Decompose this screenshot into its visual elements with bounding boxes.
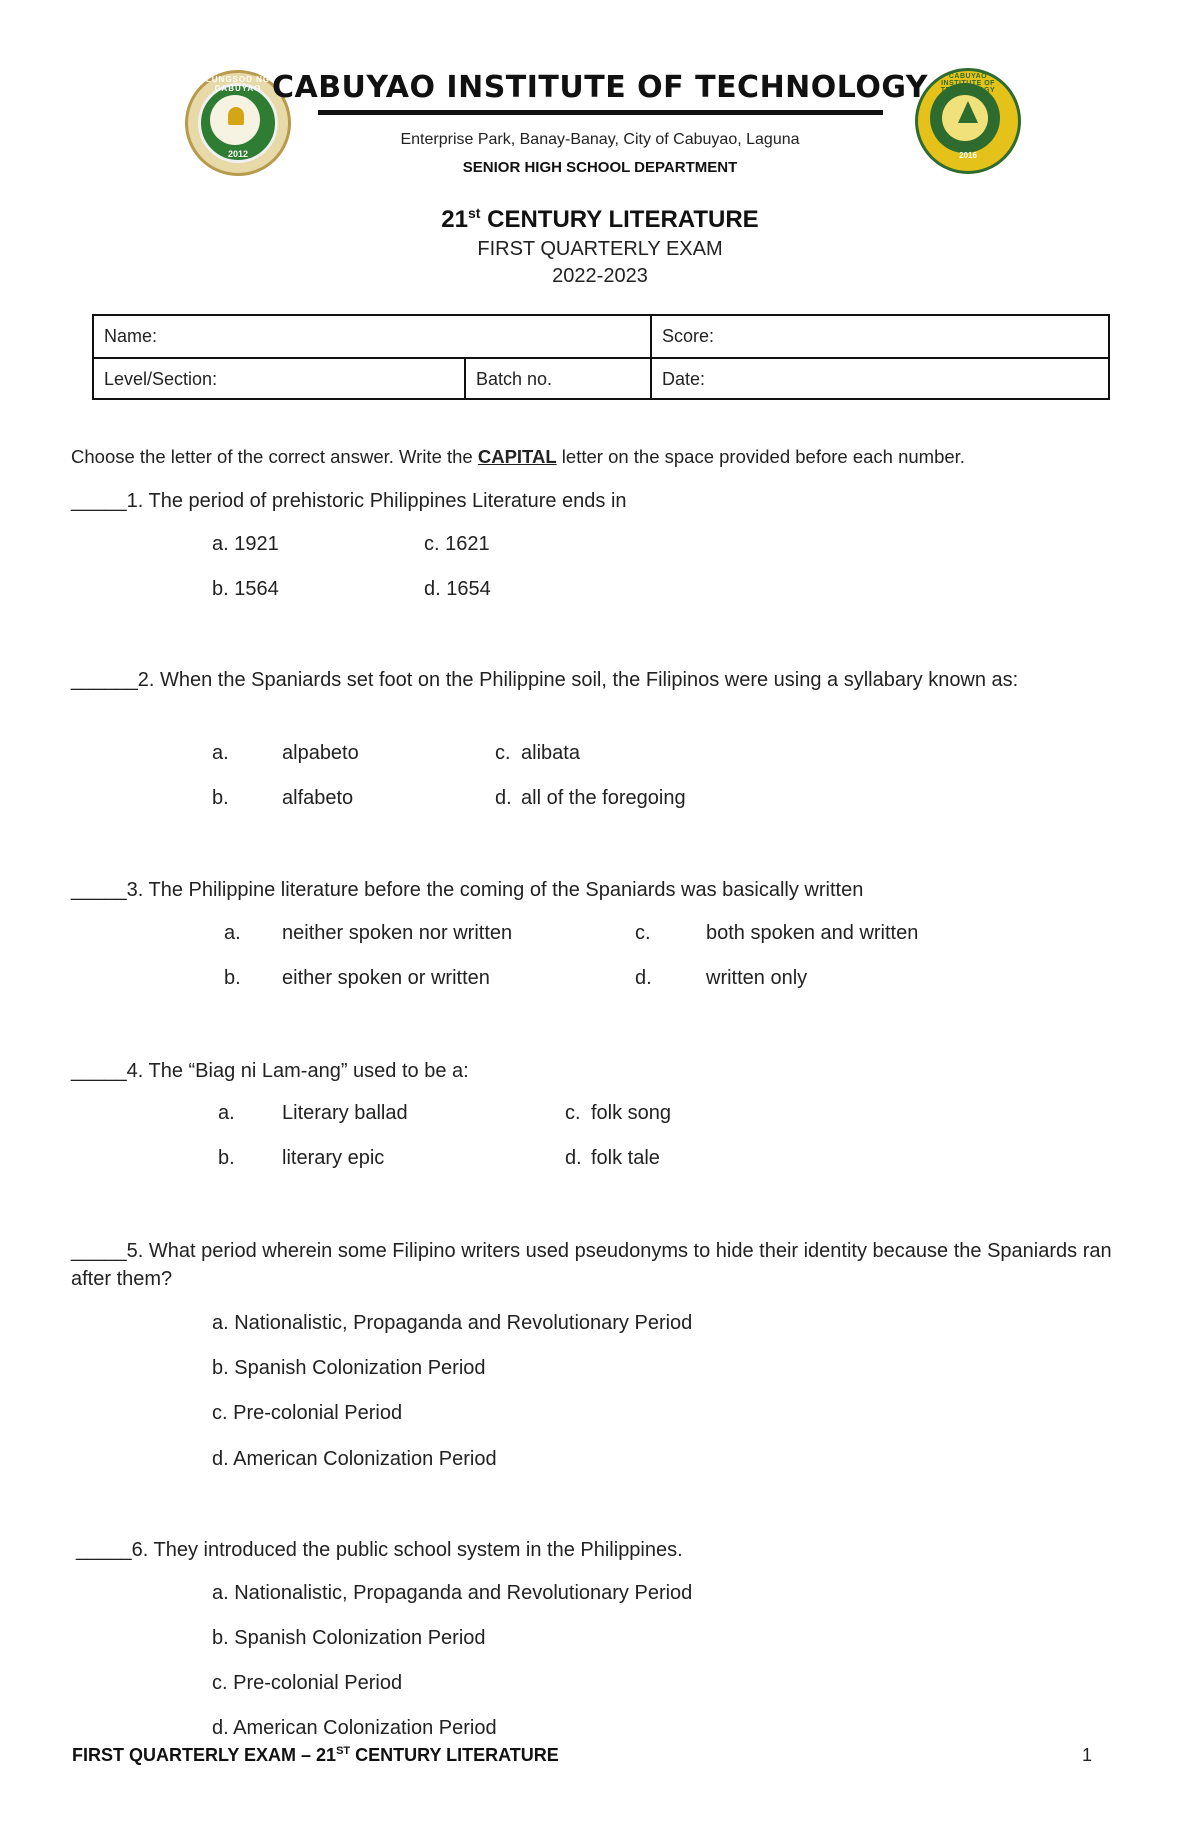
school-name: CABUYAO INSTITUTE OF TECHNOLOGY (271, 70, 929, 105)
option-3b-letter: b. (224, 967, 241, 989)
name-field[interactable]: Name: (104, 326, 158, 346)
header-divider (318, 110, 883, 115)
option-1d: d. 1654 (424, 578, 491, 600)
student-info-table (92, 314, 1110, 400)
subject-title: 21st CENTURY LITERATURE (441, 205, 759, 233)
option-4a-letter: a. (218, 1102, 235, 1124)
option-6b: b. Spanish Colonization Period (212, 1627, 486, 1649)
department-name: SENIOR HIGH SCHOOL DEPARTMENT (462, 159, 738, 176)
option-6a: a. Nationalistic, Propaganda and Revolutionary Period (212, 1582, 693, 1604)
question-6: _____6. They introduced the public school system in the Philippines. (76, 1539, 683, 1561)
option-5b: b. Spanish Colonization Period (212, 1357, 486, 1379)
option-2c: alibata (521, 742, 580, 764)
option-4b: literary epic (282, 1147, 385, 1169)
page-footer: FIRST QUARTERLY EXAM – 21ST CENTURY LITERATURE (72, 1745, 559, 1765)
option-3d-letter: d. (635, 967, 652, 989)
option-3a: neither spoken nor written (282, 922, 513, 944)
city-seal-icon: LUNGSOD NG CABUYAO 2012 (185, 70, 291, 176)
option-2c-letter: c. (495, 742, 511, 764)
option-5d: d. American Colonization Period (212, 1448, 497, 1470)
option-2d: all of the foregoing (521, 787, 686, 809)
option-3a-letter: a. (224, 922, 241, 944)
option-2a-letter: a. (212, 742, 229, 764)
exam-title: FIRST QUARTERLY EXAM (477, 238, 723, 260)
answer-blank[interactable]: _____ (71, 1060, 127, 1082)
option-4a: Literary ballad (282, 1102, 408, 1124)
option-3d: written only (706, 967, 808, 989)
question-3: _____3. The Philippine literature before the coming of the Spaniards was basically written (71, 879, 864, 901)
option-4c-letter: c. (565, 1102, 581, 1124)
answer-blank[interactable]: _____ (71, 1240, 127, 1262)
option-5a: a. Nationalistic, Propaganda and Revolutionary Period (212, 1312, 693, 1334)
question-4: _____4. The “Biag ni Lam-ang” used to be a: (71, 1060, 469, 1082)
option-1b: b. 1564 (212, 578, 279, 600)
answer-blank[interactable]: _____ (71, 879, 127, 901)
option-6c: c. Pre-colonial Period (212, 1672, 403, 1694)
answer-blank[interactable]: _____ (76, 1539, 132, 1561)
option-4b-letter: b. (218, 1147, 235, 1169)
option-2b-letter: b. (212, 787, 229, 809)
level-section-field[interactable]: Level/Section: (104, 369, 218, 389)
instructions: Choose the letter of the correct answer. Write the CAPITAL letter on the space provided before each number. (71, 446, 965, 467)
option-4d: folk tale (591, 1147, 660, 1169)
option-2d-letter: d. (495, 787, 512, 809)
question-1: _____1. The period of prehistoric Philippines Literature ends in (71, 490, 627, 512)
option-5c: c. Pre-colonial Period (212, 1402, 403, 1424)
date-field[interactable]: Date: (662, 369, 706, 389)
option-4c: folk song (591, 1102, 672, 1124)
option-1c: c. 1621 (424, 533, 490, 555)
institute-seal-icon: CABUYAO INSTITUTE OF TECHNOLOGY 2016 (915, 68, 1021, 174)
option-2a: alpabeto (282, 742, 359, 764)
batch-field[interactable]: Batch no. (476, 369, 553, 389)
school-address: Enterprise Park, Banay-Banay, City of Cabuyao, Laguna (400, 131, 800, 148)
option-4d-letter: d. (565, 1147, 582, 1169)
answer-blank[interactable]: _____ (71, 490, 127, 512)
option-2b: alfabeto (282, 787, 354, 809)
question-5: _____5. What period wherein some Filipino writers used pseudonyms to hide their identity because the Spaniards ran after them? (71, 1240, 1112, 1290)
option-1a: a. 1921 (212, 533, 279, 555)
option-3b: either spoken or written (282, 967, 490, 989)
question-2: ______2. When the Spaniards set foot on the Philippine soil, the Filipinos were using a syllabary known as: (71, 669, 1019, 691)
option-3c: both spoken and written (706, 922, 919, 944)
page-number: 1 (1082, 1745, 1093, 1765)
score-field[interactable]: Score: (662, 326, 715, 346)
option-3c-letter: c. (635, 922, 651, 944)
option-6d: d. American Colonization Period (212, 1717, 497, 1739)
school-year: 2022-2023 (552, 265, 648, 287)
answer-blank[interactable]: ______ (71, 669, 138, 691)
